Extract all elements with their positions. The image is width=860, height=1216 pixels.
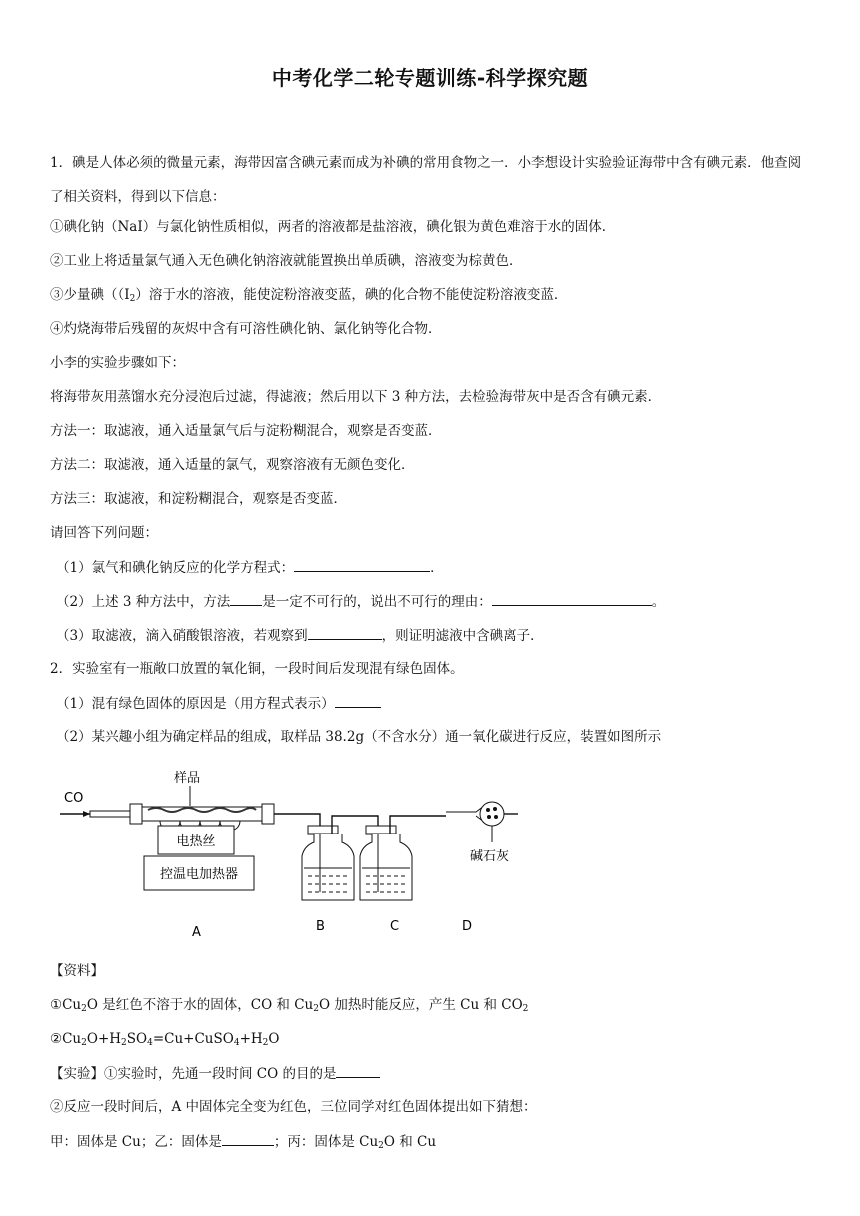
q1-part-2: （2）上述 3 种方法中，方法 是一定不可行的，说出不可行的理由： 。	[56, 594, 666, 610]
bottle-b-stopper	[308, 826, 338, 834]
q2-reference-1: $①Cu_2O$ 是红色不溶于水的固体，CO 和 $Cu_2O$ 加热时能反应，产生 Cu 和 $CO_2$	[50, 997, 529, 1014]
page-title: 中考化学二轮专题训练-科学探究题	[271, 66, 589, 90]
co-label: CO	[64, 791, 84, 806]
q1-part-1: （1）氯气和碘化钠反应的化学方程式： ．	[56, 560, 444, 576]
label-a: A	[192, 925, 201, 940]
inlet-tube	[90, 811, 130, 817]
lime-label: 碱石灰	[470, 849, 510, 864]
q1-ask: 请回答下列问题：	[50, 525, 158, 541]
tube-c-d	[390, 816, 446, 834]
heater-box-label: 控温电加热器	[159, 867, 239, 882]
answer-blank[interactable]	[294, 558, 430, 572]
q1-info-2: ②工业上将适量氯气通入无色碘化钠溶液就能置换出单质碘，溶液变为棕黄色．	[50, 253, 523, 269]
q1-method-2: 方法二：取滤液，通入适量的氯气，观察溶液有无颜色变化．	[50, 457, 415, 473]
drying-tube-stem	[446, 806, 484, 822]
stopper-right	[262, 804, 274, 824]
label-c: C	[390, 919, 400, 934]
q1-part-3: （3）取滤液，滴入硝酸银溶液，若观察到 ，则证明滤液中含碘离子．	[56, 628, 544, 644]
label-d: D	[462, 919, 473, 934]
apparatus-diagram	[52, 760, 522, 950]
stopper-left	[130, 804, 142, 824]
label-b: B	[316, 919, 325, 934]
drying-tube-bulb	[480, 802, 504, 826]
q2-experiment-1: 【实验】①实验时，先通一段时间 CO 的目的是	[50, 1064, 380, 1083]
q2-guesses: 甲：固体是 Cu；乙：固体是 ；丙：固体是 $Cu_2O$ 和 Cu	[50, 1134, 437, 1151]
q2-part-1: （1）混有绿色固体的原因是（用方程式表示）	[56, 694, 381, 713]
arrow-head-icon	[83, 811, 90, 817]
q2-experiment-2: ②反应一段时间后，A 中固体完全变为红色，三位同学对红色固体提出如下猜想：	[50, 1099, 537, 1115]
q1-method-1: 方法一：取滤液，通入适量氯气后与淀粉糊混合，观察是否变蓝．	[50, 423, 442, 439]
q1-steps-heading: 小李的实验步骤如下：	[50, 355, 185, 371]
answer-blank[interactable]	[230, 592, 262, 606]
q1-steps: 将海带灰用蒸馏水充分浸泡后过滤，得滤液；然后用以下 3 种方法，去检验海带灰中是否含有碘元素．	[50, 389, 662, 405]
q2-reference-2: $②Cu_2O+H_2SO_4=Cu+CuSO_4+H_2O$	[50, 1031, 280, 1048]
bottle-c	[360, 834, 412, 900]
q2-intro: 2．实验室有一瓶敞口放置的氧化铜，一段时间后发现混有绿色固体。	[50, 661, 464, 677]
q1-info-3: ③少量碘（$(I_2)$溶于水的溶液，能使淀粉溶液变蓝，碘的化合物不能使淀粉溶液变蓝．	[50, 287, 568, 304]
q1-info-4: ④灼烧海带后残留的灰烬中含有可溶性碘化钠、氯化钠等化合物．	[50, 321, 442, 337]
q2-reference-heading: 【资料】	[50, 963, 104, 979]
answer-blank[interactable]	[492, 592, 652, 606]
answer-blank[interactable]	[308, 626, 382, 640]
q1-info-1: ①碘化钠（NaI）与氯化钠性质相似，两者的溶液都是盐溶液，碘化银为黄色难溶于水的固体．	[50, 219, 616, 235]
sample-label: 样品	[174, 771, 201, 786]
answer-blank[interactable]	[335, 694, 381, 708]
q2-part-2: （2）某兴趣小组为确定样品的组成，取样品 38.2g（不含水分）通一氧化碳进行反应，装置如图所示	[56, 729, 662, 745]
answer-blank[interactable]	[222, 1132, 274, 1146]
bottle-c-stopper	[366, 826, 396, 834]
bottle-b	[302, 834, 354, 900]
q1-intro: 1．碘是人体必须的微量元素，海带因富含碘元素而成为补碘的常用食物之一．小李想设计实验验证海带中含有碘元素．他查阅了相关资料，得到以下信息：	[50, 155, 802, 205]
heater-wire-label: 电热丝	[176, 834, 216, 849]
q1-method-3: 方法三：取滤液，和淀粉糊混合，观察是否变蓝．	[50, 491, 347, 507]
answer-blank[interactable]	[336, 1064, 380, 1078]
